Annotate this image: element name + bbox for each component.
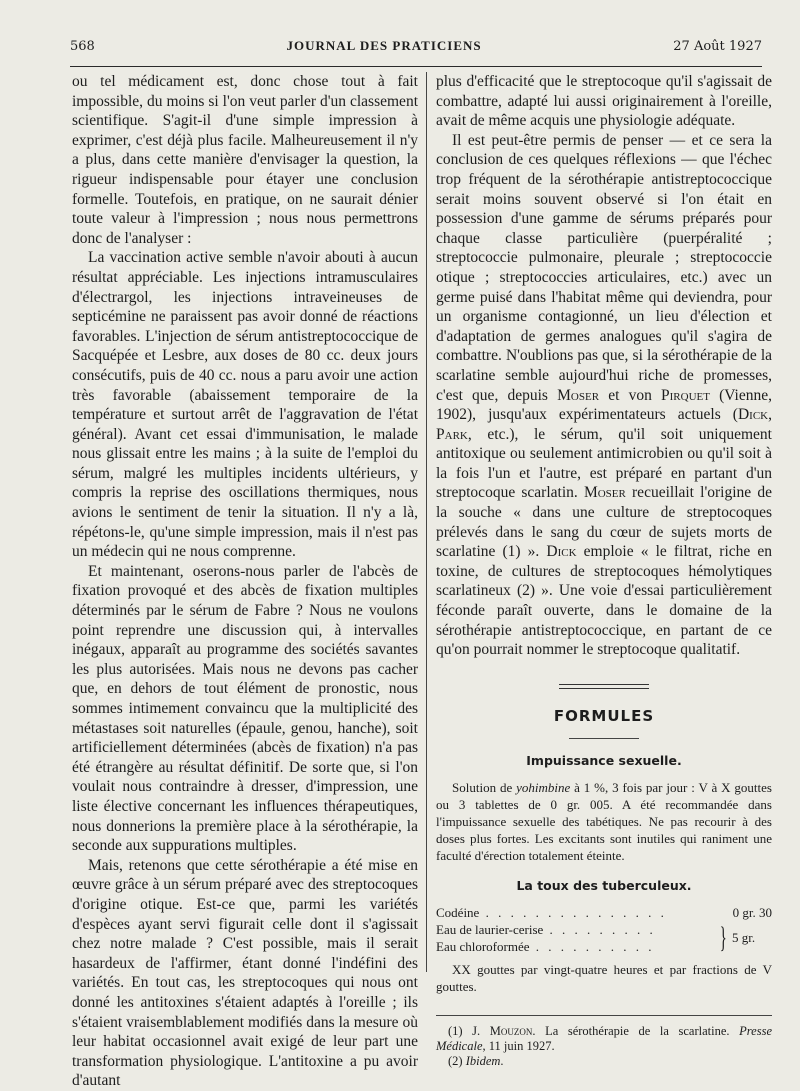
text-run: (Vienne, 1902), jusqu'aux expérimentateurs actuels (	[436, 386, 772, 424]
text-run: emploie « le filtrat, riche en toxine, de cultures de streptocoques hémolytiques scarlatineux (2) ». Une voie d'essai particulièrement féconde paraît ouverte, dans le domaine de la sérothérapie antistreptococcique, en partant de ce qu'on pourrait nommer le streptocoque qualitatif.	[436, 543, 772, 659]
left-column	[72, 72, 418, 1091]
toux-note: XX gouttes par vingt-quatre heures et par fractions de V gouttes.	[436, 961, 772, 994]
ingredient-name: Codéine . . . . . . . . . . . . . . .	[436, 904, 667, 920]
yohimbine-term: yohimbine	[516, 780, 571, 795]
journal-title: JOURNAL DES PRATICIENS	[286, 38, 482, 53]
heading-underline	[569, 738, 639, 739]
footnote-2	[436, 1054, 772, 1069]
left-paragraph-1: ou tel médicament est, donc chose tout à fait impossible, du moins si l'on veut parler d'un classement scientifique. S'agit-il d'une simple impression à exprimer, c'est déjà plus facile. Malheureusement il n'y a plus, dans cette manière d'envisager la question, la rigueur indispensable pour étayer une conclusion formelle. Toutefois, en pratique, on ne saurait dénier toute valeur à l'impression ; nous nous permettrons donc de l'analyser :	[72, 73, 418, 247]
author-dick: Dick	[737, 406, 769, 424]
text-run: (1) J.	[448, 1023, 490, 1038]
right-paragraph-2	[436, 131, 772, 660]
author-pirquet: Pirquet	[661, 386, 710, 404]
issue-date: 27 Août 1927	[673, 39, 762, 54]
right-column	[436, 72, 772, 1069]
impuissance-heading: Impuissance sexuelle.	[526, 753, 682, 769]
left-paragraph-4: Mais, retenons que cette sérothérapie a été mise en œuvre grâce à un sérum préparé avec des streptocoques d'origine otique. Est-ce que, parmi les variétés d'espèces ayant servi figurait celle dont il s'agissait chez notre malade ? C'est possible, mais il serait hasardeux de l'affirmer, étant donné l'indéfini des variétés. En tout cas, les streptocoques qui nous ont donné les antitoxines s'étaient adaptés à l'oreille ; ils s'étaient vraisemblablement modifiés dans la mesure où leur habitat occasionnel avait exigé de leur part une transformation physiologique. L'antitoxine a pu avoir d'autant	[72, 856, 418, 1090]
recipe-line-codeine	[436, 904, 772, 921]
ingredient-name: Eau chloroformée . . . . . . . . . .	[436, 938, 655, 954]
text-run: ,	[768, 406, 772, 424]
text-run: . La sérothérapie de la scarlatine.	[532, 1023, 740, 1038]
right-paragraph-1: plus d'efficacité que le streptocoque qu'il s'agissait de combattre, adapté lui aussi originairement à l'oreille, avait de même acquis une physiologie adéquate.	[436, 73, 772, 130]
text-run: , etc.), le sérum, qu'il soit uniquement antitoxique ou seulement antimicrobien ou qu'il soit à la fois l'un et l'autre, est préparé en partant d'un streptocoque scarlatin.	[436, 425, 772, 502]
ingredient-qty: 0 gr. 30	[732, 904, 772, 920]
text-run: Solution de	[452, 780, 517, 795]
recipe-line-laurier	[436, 921, 714, 938]
text-run: (2)	[448, 1053, 466, 1068]
footnotes	[436, 1024, 772, 1069]
text-run: à 1 %, 3 fois par jour : V à X gouttes ou 3 tablettes de 0 gr. 005. A été recommandée dans l'impuissance sexuelle des tabétiques. Ne pas recourir à des doses plus fortes. Les excitants sont inutiles qui raniment une faculté d'érection totalement éteinte.	[436, 780, 772, 863]
formules-heading: FORMULES	[553, 706, 655, 725]
impuissance-text	[436, 779, 772, 864]
page-number: 568	[70, 39, 95, 54]
text-run: et von	[599, 386, 661, 404]
footnote-author: Mouzon	[489, 1023, 533, 1038]
footnote-ibidem: Ibidem	[465, 1053, 501, 1068]
left-paragraph-2: La vaccination active semble n'avoir abouti à aucun résultat appréciable. Les injections intramusculaires d'électrargol, les injections intraveineuses de septicémine ne paraissent pas avoir donné de réactions favorables. L'injection de sérum antistreptococcique de Sacquépée et Lesbre, aux doses de 80 cc. deux jours consécutifs, puis de 40 cc. nous a paru avoir une action très favorable (abaissement temporaire de la température et surtout arrêt de l'aggravation de l'état général). Avant cet essai d'immunisation, le malade nous glissait entre les mains ; à la suite de l'emploi du sérum, malgré les multiples incidents ultérieurs, y compris la reprise des oscillations thermiques, nous avions le sentiment de tenir la situation. Il n'y a là, répétons-le, qu'une simple impression, mais il n'est pas un médecin qui ne nous comprenne.	[72, 249, 418, 561]
ingredient-name: Eau de laurier-cerise . . . . . . . . .	[436, 921, 656, 937]
recipe-brace-lines	[436, 921, 714, 955]
footnote-1	[436, 1024, 772, 1054]
text-run: , 11 juin 1927.	[482, 1038, 555, 1053]
author-moser: Moser	[557, 386, 600, 404]
toux-heading: La toux des tuberculeux.	[516, 878, 692, 893]
ingredient-qty: 5 gr.	[732, 929, 756, 945]
recipe-brace-group	[436, 921, 772, 955]
footnote-journal: Presse Médicale	[436, 1023, 772, 1053]
author-park: Park	[436, 425, 468, 443]
text-run: recueillait l'origine de la souche « dans une culture de streptocoques prélevés dans le sang du cœur de sujets morts de scarlatine (1) ».	[436, 484, 772, 561]
author-dick: Dick	[546, 543, 577, 561]
page-header	[70, 38, 762, 67]
recipe-line-chloro	[436, 938, 714, 955]
text-run: Il est peut-être permis de penser — et ce sera la conclusion de ces quelques réflexions — que l'échec trop fréquent de la sérothérapie antistreptococcique serait moins souvent observé si l'on était en possession d'une gamme de sérums préparés pour chaque classe particulière (puerpéralité ; streptococcie pulmonaire, pleurale ; streptococcie otique ; streptococcies articulaires, etc.) avec un germe puisé dans l'habitat même qui deviendra, pour un organisme contagionné, un lieu d'élection et d'adaptation de germes analogues qu'il s'agira de combattre. N'oublions pas que, si la sérothérapie de la scarlatine semble aujourd'hui riche de promesses, c'est que, depuis	[436, 131, 772, 404]
section-separator	[559, 684, 649, 689]
brace-glyph: }	[719, 920, 727, 954]
author-moser: Moser	[583, 484, 626, 502]
footnote-rule	[436, 1015, 772, 1016]
text-run: .	[500, 1053, 504, 1068]
left-paragraph-3: Et maintenant, oserons-nous parler de l'abcès de fixation provoqué et des abcès de fixation multiples déterminés par le sérum de Fabre ? Nous ne voulons point reprendre une discussion qui, à intervalles inégaux, apparaît au programme des sociétés savantes les plus autorisées. Mais nous ne devons pas cacher que, en dehors de tout élément de pronostic, nous sommes intimement convaincu que la multiplicité des métastases soit naturelles (épaule, genou, hanche), soit artificiellement déterminées (abcès de fixation) n'a pas été étrangère au résultat définitif. De sorte que, si l'on voulait nous contraindre à dresser, d'impression, une liste élective concernant les influences thérapeutiques, nous donnerions la première place à la sérothérapie, la seconde aux suppurations multiples.	[72, 562, 418, 855]
column-divider	[426, 72, 427, 972]
